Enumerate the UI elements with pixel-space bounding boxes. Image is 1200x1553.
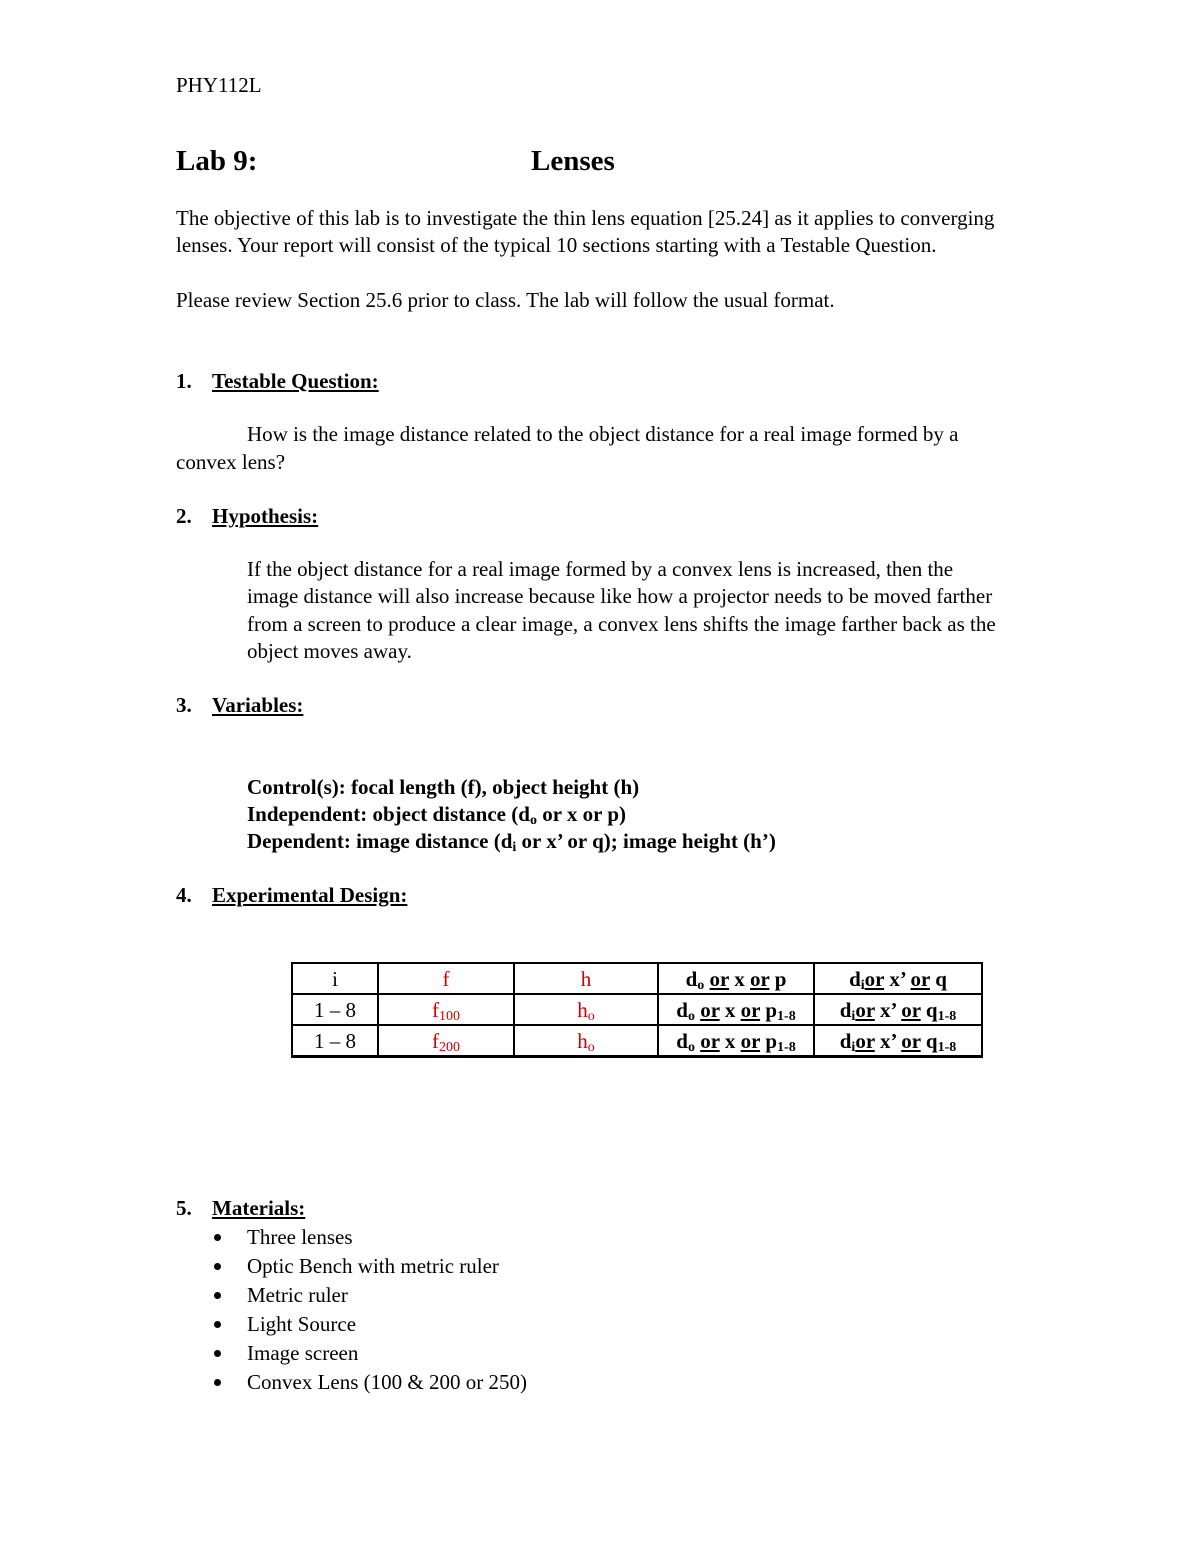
cell-i: 1 – 8	[292, 1025, 378, 1057]
cell-do-letter: d	[676, 1028, 688, 1053]
header-f: f	[378, 963, 514, 994]
independent-subscript: o	[529, 813, 537, 828]
bullet-icon	[214, 1379, 221, 1386]
table-header-row	[292, 963, 982, 994]
section-materials-heading	[176, 1195, 305, 1222]
cell-image-distance	[814, 1025, 982, 1057]
header-di-letter: d	[849, 966, 861, 991]
section-label: Hypothesis:	[212, 504, 319, 528]
cell-h-letter: h	[577, 1028, 588, 1053]
cell-di-sub: i	[851, 1039, 856, 1055]
header-xprime: x’	[889, 966, 906, 991]
section-number: 2.	[176, 504, 192, 528]
cell-x: x	[724, 997, 736, 1022]
cell-di-letter: d	[839, 997, 852, 1022]
section-label: Materials:	[212, 1196, 306, 1220]
list-item	[176, 1252, 527, 1281]
cell-p: p	[765, 997, 778, 1022]
cell-object-distance	[658, 1025, 814, 1057]
header-or: or	[709, 966, 729, 991]
cell-or: or	[855, 997, 875, 1022]
material-label: Optic Bench with metric ruler	[247, 1254, 499, 1278]
cell-p-sub: 1-8	[777, 1008, 796, 1024]
section-number: 3.	[176, 693, 192, 717]
table-row	[292, 1025, 982, 1057]
bullet-icon	[214, 1234, 221, 1241]
section-hypothesis-heading	[176, 503, 318, 530]
cell-q: q	[925, 997, 938, 1022]
cell-f-sub: 100	[439, 1008, 460, 1024]
list-item	[176, 1223, 527, 1252]
material-label: Image screen	[247, 1341, 359, 1365]
cell-do-sub: o	[687, 1039, 695, 1055]
list-item	[176, 1339, 527, 1368]
cell-xprime: x’	[880, 1028, 896, 1053]
hypothesis-line-2: image distance will also increase because like how a projector needs to be moved farther	[247, 584, 993, 608]
material-label: Light Source	[247, 1312, 357, 1336]
lab-number: Lab 9:	[176, 145, 258, 177]
cell-h-sub: o	[587, 1008, 595, 1024]
dependent-suffix: or x’ or q); image height (h’)	[516, 829, 776, 853]
cell-q-sub: 1-8	[937, 1008, 957, 1024]
hypothesis-line-1: If the object distance for a real image formed by a convex lens is increased, then the	[247, 557, 954, 581]
objective-line-1: The objective of this lab is to investigate the thin lens equation [25.24] as it applies to converging	[176, 206, 995, 230]
cell-object-distance	[658, 994, 814, 1025]
cell-f	[378, 994, 514, 1025]
section-number: 5.	[176, 1196, 192, 1220]
section-number: 4.	[176, 883, 192, 907]
section-experimental-design-heading	[176, 882, 407, 909]
bullet-icon	[214, 1292, 221, 1299]
cell-do-sub: o	[687, 1008, 695, 1024]
cell-i: 1 – 8	[292, 994, 378, 1025]
header-object-distance	[658, 963, 814, 994]
independent-variable	[247, 801, 626, 828]
lab-title: Lenses	[531, 145, 615, 177]
header-i: i	[292, 963, 378, 994]
header-q: q	[935, 966, 947, 991]
cell-p-sub: 1-8	[777, 1039, 796, 1055]
cell-q: q	[925, 1028, 938, 1053]
header-x: x	[734, 966, 745, 991]
cell-or: or	[740, 997, 761, 1022]
cell-or: or	[901, 997, 921, 1022]
cell-image-distance	[814, 994, 982, 1025]
cell-x: x	[724, 1028, 736, 1053]
materials-list	[176, 1223, 527, 1397]
hypothesis-line-4: object moves away.	[247, 639, 412, 663]
cell-or: or	[740, 1028, 761, 1053]
cell-di-sub: i	[851, 1008, 856, 1024]
cell-f	[378, 1025, 514, 1057]
header-image-distance	[814, 963, 982, 994]
cell-f-sub: 200	[439, 1039, 460, 1055]
cell-or: or	[855, 1028, 875, 1053]
header-or: or	[910, 966, 930, 991]
header-h: h	[514, 963, 658, 994]
objective-line-2: lenses. Your report will consist of the typical 10 sections starting with a Testable Question.	[176, 233, 937, 257]
material-label: Metric ruler	[247, 1283, 348, 1307]
header-p: p	[774, 966, 787, 991]
control-variables: Control(s): focal length (f), object height (h)	[247, 775, 640, 799]
table-row	[292, 994, 982, 1025]
independent-prefix: Independent: object distance (d	[247, 802, 530, 826]
cell-f-letter: f	[432, 997, 439, 1022]
material-label: Three lenses	[247, 1225, 353, 1249]
cell-h	[514, 1025, 658, 1057]
section-label: Experimental Design:	[212, 883, 408, 907]
header-do-letter: d	[685, 966, 698, 991]
cell-h-sub: o	[587, 1039, 595, 1055]
cell-p: p	[765, 1028, 778, 1053]
section-variables-heading	[176, 692, 303, 719]
cell-or: or	[700, 1028, 720, 1053]
bullet-icon	[214, 1321, 221, 1328]
dependent-variable	[247, 828, 776, 855]
cell-di-letter: d	[839, 1028, 852, 1053]
cell-do-letter: d	[676, 997, 688, 1022]
list-item	[176, 1310, 527, 1339]
header-di-sub: i	[860, 977, 865, 993]
experimental-design-table	[291, 962, 983, 1058]
review-note: Please review Section 25.6 prior to class. The lab will follow the usual format.	[176, 288, 835, 312]
material-label: Convex Lens (100 & 200 or 250)	[247, 1370, 527, 1394]
cell-q-sub: 1-8	[937, 1039, 957, 1055]
section-number: 1.	[176, 369, 192, 393]
testable-question-line-1: How is the image distance related to the object distance for a real image formed by a	[247, 422, 959, 446]
dependent-subscript: i	[512, 840, 517, 855]
testable-question-line-2: convex lens?	[176, 450, 286, 474]
cell-h	[514, 994, 658, 1025]
cell-or: or	[700, 997, 720, 1022]
section-testable-question-heading	[176, 368, 379, 395]
hypothesis-line-3: from a screen to produce a clear image, a convex lens shifts the image farther back as the	[247, 612, 996, 636]
list-item	[176, 1368, 527, 1397]
cell-h-letter: h	[577, 997, 588, 1022]
bullet-icon	[214, 1350, 221, 1357]
section-label: Testable Question:	[212, 369, 379, 393]
header-or: or	[750, 966, 770, 991]
cell-or: or	[901, 1028, 921, 1053]
course-code: PHY112L	[176, 73, 262, 97]
header-do-sub: o	[697, 977, 705, 993]
dependent-prefix: Dependent: image distance (d	[247, 829, 513, 853]
independent-suffix: or x or p)	[536, 802, 626, 826]
header-or: or	[864, 966, 885, 991]
section-label: Variables:	[212, 693, 304, 717]
bullet-icon	[214, 1263, 221, 1270]
cell-xprime: x’	[880, 997, 896, 1022]
list-item	[176, 1281, 527, 1310]
cell-f-letter: f	[432, 1028, 439, 1053]
